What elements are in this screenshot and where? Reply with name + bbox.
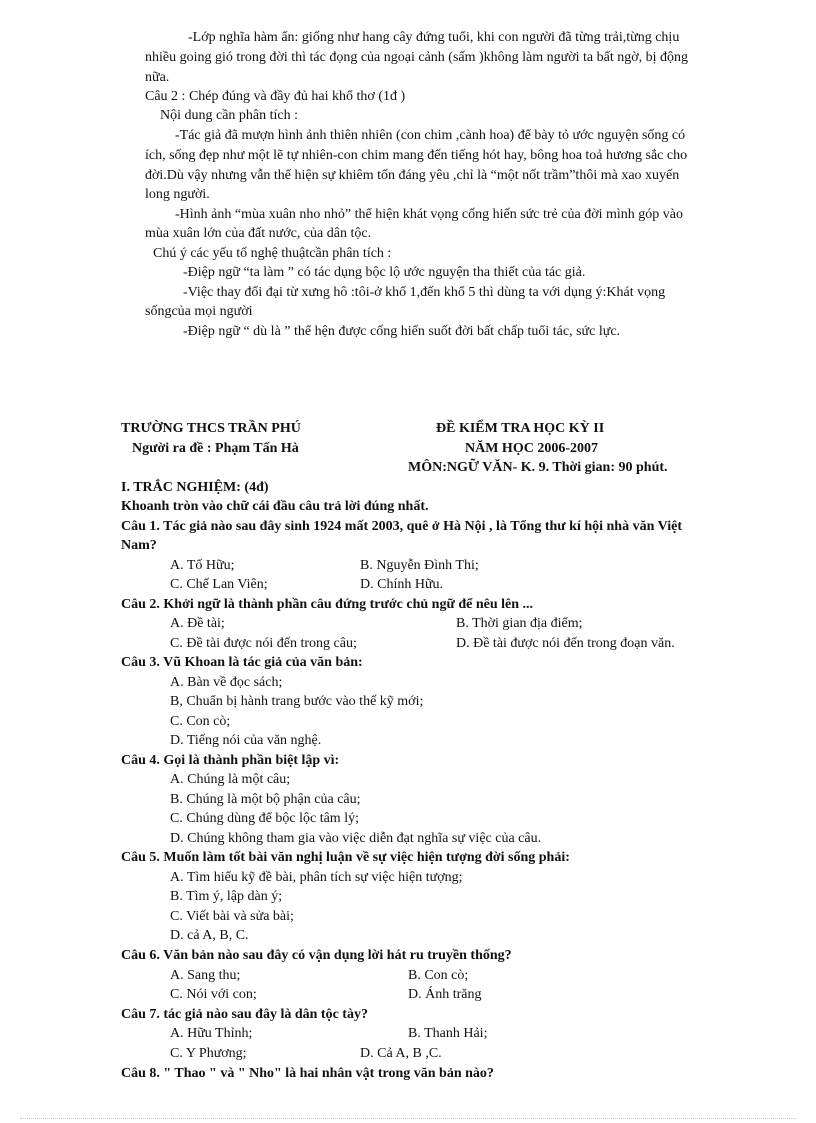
option-c: C. Chế Lan Viên;: [170, 577, 268, 592]
option-d: D. Chúng không tham gia vào việc diễn đạt nghĩa sự việc của câu.: [170, 831, 542, 846]
option-b: B. Thời gian địa điểm;: [456, 616, 583, 631]
answer-line: -Tác giả đã mượn hình ảnh thiên nhiên (con chim ,cành hoa) để bày tỏ ước nguyện sống có: [175, 128, 686, 143]
answer-line: sốngcủa mọi người: [145, 304, 253, 319]
answer-line: -Điệp ngữ “ta làm ” có tác dụng bộc lộ ước nguyện tha thiết của tác giả.: [183, 265, 586, 280]
school-year: NĂM HỌC 2006-2007: [465, 441, 598, 456]
option-b: B. Thanh Hải;: [408, 1026, 488, 1041]
answer-line: đời.Dù vậy nhưng vẫn thể hiện sự khiêm tốn đáng yêu ,chỉ là “một nốt trầm”thôi mà xao xuyến: [145, 168, 680, 183]
option-d: D. Đề tài được nói đến trong đoạn văn.: [456, 636, 675, 651]
option-a: A. Chúng là một câu;: [170, 772, 291, 787]
answer-line: nhiều going gió trong đời thì tác đọng của ngoại cảnh (sấm )không làm người ta bất ngờ, bị động: [145, 50, 689, 65]
option-b: B. Chúng là một bộ phận của câu;: [170, 792, 361, 807]
answer-line: -Lớp nghĩa hàm ẩn: giống như hang cây đứng tuổi, khi con người đã từng trải,từng chịu: [188, 30, 680, 45]
option-c: C. Con cò;: [170, 714, 231, 729]
option-a: A. Đề tài;: [170, 616, 225, 631]
section-instruction: Khoanh tròn vào chữ cái đầu câu trả lời đúng nhất.: [121, 499, 429, 514]
school-name: TRƯỜNG THCS TRẦN PHÚ: [121, 421, 301, 436]
option-d: D. Tiếng nói của văn nghệ.: [170, 733, 322, 748]
option-b: B. Tìm ý, lập dàn ý;: [170, 889, 283, 904]
exam-author: Người ra đề : Phạm Tấn Hà: [132, 441, 299, 456]
answer-line: -Việc thay đổi đại từ xưng hô :tôi-ở khổ 1,đến khổ 5 thì dùng ta với dụng ý:Khát vọng: [183, 285, 666, 300]
option-c: C. Y Phương;: [170, 1046, 247, 1061]
option-a: A. Sang thu;: [170, 968, 241, 983]
question-text: Câu 1. Tác giả nào sau đây sinh 1924 mất 2003, quê ở Hà Nội , là Tổng thư kí hội nhà văn Việt: [121, 519, 682, 534]
answer-line: nữa.: [145, 70, 170, 85]
option-a: A. Bàn về đọc sách;: [170, 675, 283, 690]
question-text: Câu 7. tác giả nào sau đây là dân tộc tày?: [121, 1007, 368, 1022]
option-d: D. Ánh trăng: [408, 987, 482, 1002]
option-a: A. Tìm hiểu kỹ đề bài, phân tích sự việc hiện tượng;: [170, 870, 463, 885]
question-text: Câu 3. Vũ Khoan là tác giả của văn bản:: [121, 655, 363, 670]
option-d: D. Cả A, B ,C.: [360, 1046, 442, 1061]
option-a: A. Tố Hữu;: [170, 558, 235, 573]
question-text: Nam?: [121, 538, 157, 553]
answer-line: -Hình ảnh “mùa xuân nho nhỏ” thể hiện khát vọng cống hiến sức trẻ của đời mình góp vào: [175, 207, 683, 222]
question-text: Câu 5. Muốn làm tốt bài văn nghị luận về sự việc hiện tượng đời sống phải:: [121, 850, 570, 865]
answer-line: Chú ý các yếu tố nghệ thuậtcần phân tích :: [153, 246, 392, 261]
option-d: D. cả A, B, C.: [170, 928, 249, 943]
question-text: Câu 6. Văn bản nào sau đây có vận dụng lời hát ru truyền thống?: [121, 948, 512, 963]
section-title: I. TRẮC NGHIỆM: (4đ): [121, 480, 269, 495]
option-c: C. Nói với con;: [170, 987, 257, 1002]
answer-line: mùa xuân lớn của đất nước, của dân tộc.: [145, 226, 372, 241]
subject-line: MÔN:NGỮ VĂN- K. 9. Thời gian: 90 phút.: [408, 460, 668, 475]
question-text: Câu 2. Khởi ngữ là thành phần câu đứng trước chủ ngữ để nêu lên ...: [121, 597, 534, 612]
option-d: D. Chính Hữu.: [360, 577, 444, 592]
option-b: B. Con cò;: [408, 968, 469, 983]
question-text: Câu 4. Gọi là thành phần biệt lập vì:: [121, 753, 340, 768]
answer-line: ích, sống đẹp như một lẽ tự nhiên-con chim mang đến tiếng hót hay, bông hoa toả hương sắc cho: [145, 148, 688, 163]
answer-line: Câu 2 : Chép đúng và đầy đủ hai khổ thơ (1đ ): [145, 89, 406, 104]
exam-title: ĐỀ KIỂM TRA HỌC KỲ II: [436, 421, 605, 436]
option-b: B, Chuẩn bị hành trang bước vào thế kỹ mới;: [170, 694, 424, 709]
page-bottom-divider: [20, 1118, 796, 1119]
option-c: C. Chúng dùng để bộc lộc tâm lý;: [170, 811, 359, 826]
answer-line: long người.: [145, 187, 210, 202]
option-b: B. Nguyễn Đình Thi;: [360, 558, 479, 573]
option-c: C. Viết bài và sửa bài;: [170, 909, 294, 924]
answer-line: -Điệp ngữ “ dù là ” thể hện được cống hiến suốt đời bất chấp tuổi tác, sức lực.: [183, 324, 621, 339]
option-a: A. Hữu Thỉnh;: [170, 1026, 253, 1041]
answer-line: Nội dung cần phân tích :: [160, 108, 299, 123]
question-text: Câu 8. " Thao " và " Nho" là hai nhân vật trong văn bản nào?: [121, 1066, 494, 1081]
option-c: C. Đề tài được nói đến trong câu;: [170, 636, 357, 651]
